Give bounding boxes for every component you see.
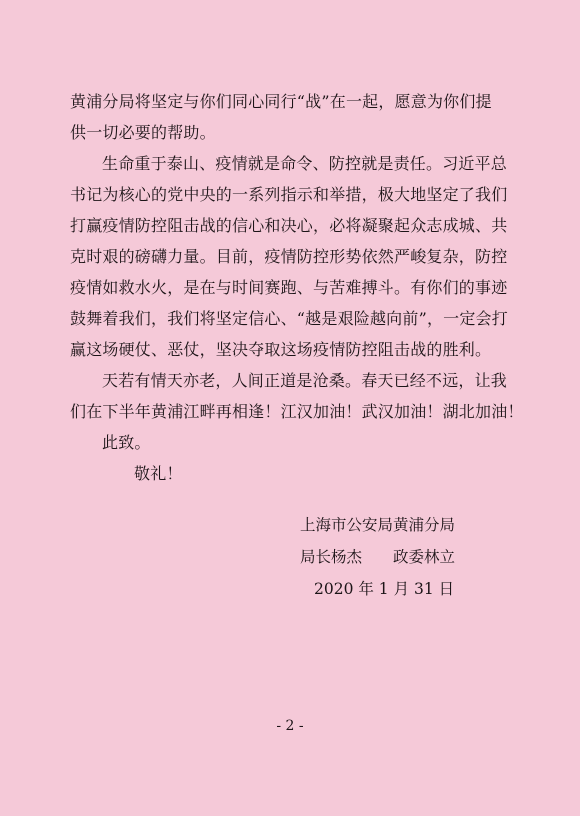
- signature-organization: 上海市公安局黄浦分局: [300, 516, 456, 534]
- page-number: - 2 -: [276, 718, 304, 734]
- body-line: 供一切必要的帮助。: [70, 123, 216, 142]
- body-line: 黄浦分局将坚定与你们同心同行“战”在一起，愿意为你们提: [70, 92, 492, 111]
- body-line: 克时艰的磅礴力量。目前，疫情防控形势依然严峻复杂，防控: [70, 247, 508, 266]
- body-line: 生命重于泰山、疫情就是命令、防控就是责任。习近平总: [102, 154, 508, 173]
- body-line: 书记为核心的党中央的一系列指示和举措，极大地坚定了我们: [70, 185, 508, 204]
- signature-date: 2020 年 1 月 31 日: [314, 580, 455, 598]
- body-line: 天若有情天亦老，人间正道是沧桑。春天已经不远，让我: [102, 371, 508, 390]
- signature-signers: 局长杨杰 政委林立: [300, 548, 456, 566]
- salutation-text: 敬礼！: [134, 464, 183, 483]
- body-line: 赢这场硬仗、恶仗，坚决夺取这场疫情防控阻击战的胜利。: [70, 340, 492, 359]
- body-line: 们在下半年黄浦江畔再相逢！江汉加油！武汉加油！湖北加油！: [70, 402, 524, 421]
- body-line: 打赢疫情防控阻击战的信心和决心，必将凝聚起众志成城、共: [70, 216, 508, 235]
- closing-text: 此致。: [102, 433, 151, 452]
- body-line: 疫情如救水火，是在与时间赛跑、与苦难搏斗。有你们的事迹: [70, 278, 508, 297]
- body-line: 鼓舞着我们，我们将坚定信心、“越是艰险越向前”，一定会打: [70, 309, 508, 328]
